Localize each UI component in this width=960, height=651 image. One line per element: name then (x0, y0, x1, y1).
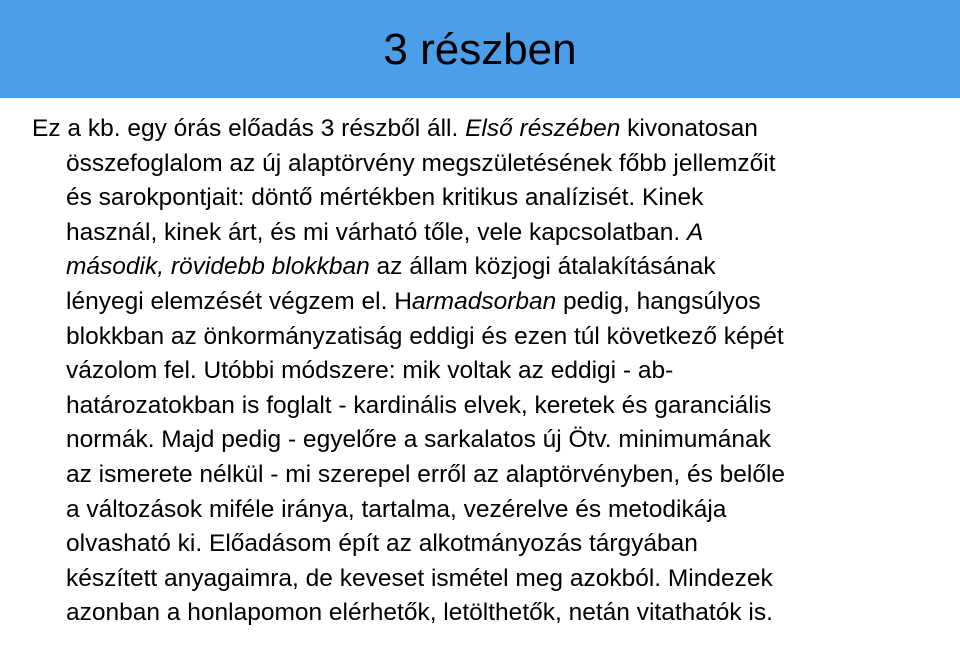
text-segment: összefoglalom az új alaptörvény megszületésének főbb jellemzőit (66, 149, 776, 177)
text-segment: az állam közjogi átalakításának (369, 253, 716, 281)
emphasized-text: második, rövidebb blokkban (66, 253, 370, 281)
text-segment: pedig, hangsúlyos (556, 287, 761, 315)
text-line (32, 320, 932, 355)
slide-title: 3 részben (383, 25, 577, 74)
text-segment: olvasható ki. Előadásom épít az alkotmányozás tárgyában (66, 530, 698, 558)
text-segment: vázolom fel. Utóbbi módszere: mik voltak az eddigi - ab- (66, 357, 674, 385)
text-segment: használ, kinek árt, és mi várható tőle, vele kapcsolatban. (66, 218, 687, 246)
emphasized-text: armadsorban (411, 287, 557, 315)
text-line (32, 112, 932, 147)
text-line (32, 423, 932, 458)
text-segment: készített anyagaimra, de keveset ismétel meg azokból. Mindezek (66, 564, 773, 592)
text-line (32, 250, 932, 285)
text-line (32, 216, 932, 251)
text-segment: azonban a honlapomon elérhetők, letölthetők, netán vitathatók is. (66, 599, 773, 627)
text-line (32, 147, 932, 182)
text-line (32, 181, 932, 216)
text-line (32, 493, 932, 528)
text-segment: a változások miféle iránya, tartalma, vezérelve és metodikája (66, 495, 727, 523)
text-segment: blokkban az önkormányzatiság eddigi és ezen túl következő képét (66, 322, 784, 350)
text-segment: az ismerete nélkül - mi szerepel erről az alaptörvényben, és belőle (66, 460, 786, 488)
text-line (32, 458, 932, 493)
text-line (32, 562, 932, 597)
title-bar (0, 0, 960, 98)
text-line (32, 389, 932, 424)
text-segment: kivonatosan (620, 115, 758, 142)
text-segment: határozatokban is foglalt - kardinális elvek, keretek és garanciális (66, 391, 772, 419)
text-line (32, 596, 932, 631)
emphasized-text: A (687, 218, 704, 246)
text-line (32, 527, 932, 562)
text-segment: normák. Majd pedig - egyelőre a sarkalatos új Ötv. minimumának (66, 426, 771, 454)
text-segment: és sarokpontjait: döntő mértékben kritikus analízisét. Kinek (66, 184, 704, 212)
emphasized-text: Első részében (465, 115, 621, 142)
text-segment: Ez a kb. egy órás előadás 3 részből áll. (32, 115, 466, 142)
text-line (32, 354, 932, 389)
slide-body-text (32, 112, 932, 631)
text-segment: lényegi elemzését végzem el. H (66, 287, 412, 315)
text-line (32, 285, 932, 320)
